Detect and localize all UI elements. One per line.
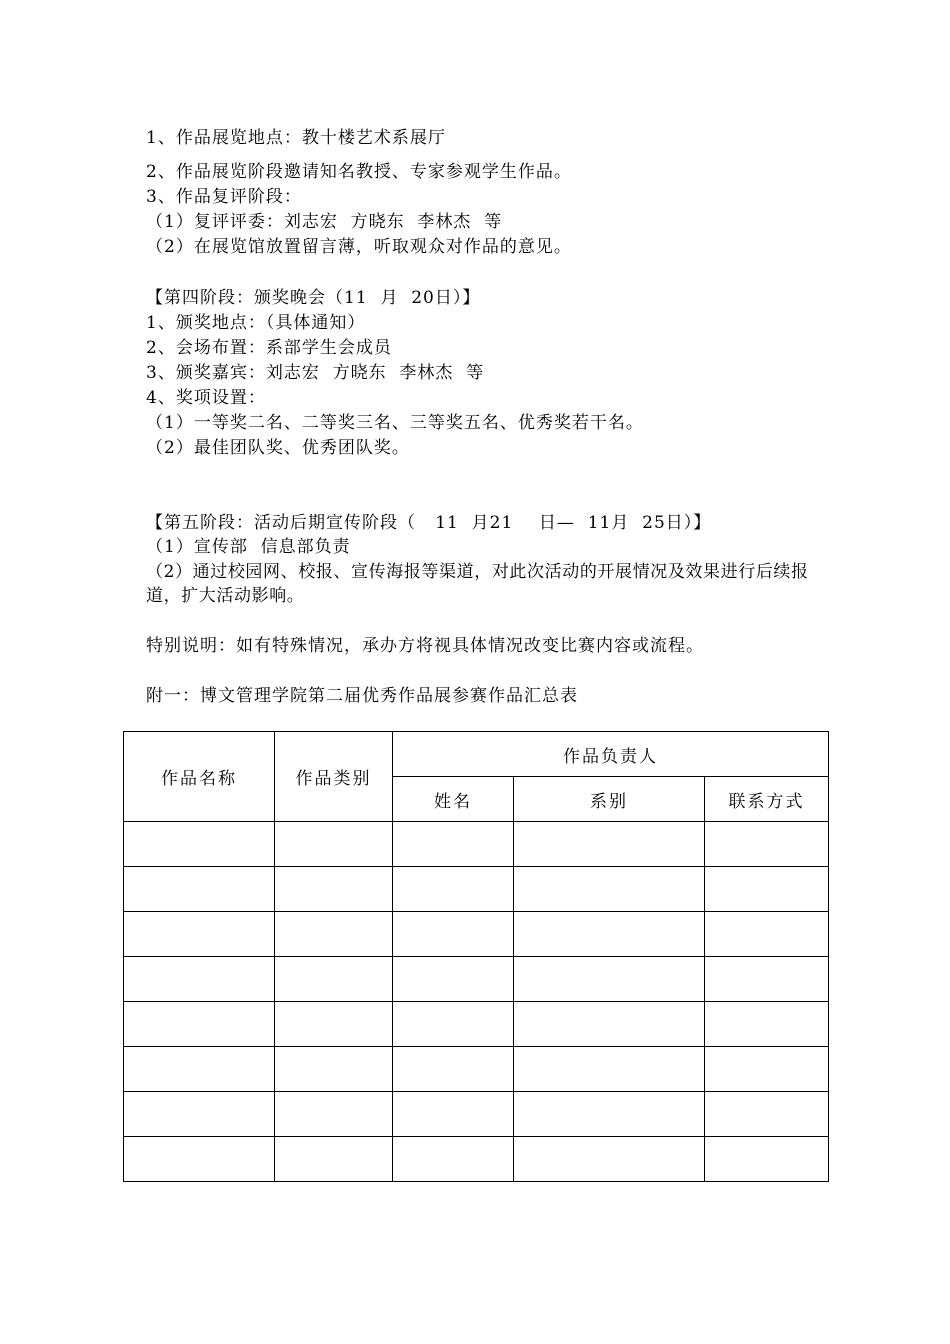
table-cell (393, 822, 514, 867)
table-cell (275, 912, 393, 957)
table-cell (124, 1047, 275, 1092)
venue-setup-line: 2、会场布置：系部学生会成员 (146, 338, 392, 358)
table-cell (124, 1137, 275, 1182)
table-cell (514, 867, 705, 912)
table-cell (705, 822, 829, 867)
table-cell (393, 1092, 514, 1137)
table-cell (124, 912, 275, 957)
table-row (124, 957, 829, 1002)
table-cell (124, 1092, 275, 1137)
header-name: 姓名 (393, 777, 514, 822)
review-stage-line: 3、作品复评阶段： (146, 187, 302, 207)
table-cell (275, 1137, 393, 1182)
table-row (124, 1047, 829, 1092)
award-location-line: 1、颁奖地点：（具体通知） (146, 313, 366, 333)
table-cell (705, 1002, 829, 1047)
table-cell (705, 912, 829, 957)
stage-four-heading: 【第四阶段：颁奖晚会（11 月 20日）】 (146, 288, 481, 308)
table-cell (514, 1002, 705, 1047)
table-cell (514, 1137, 705, 1182)
table-cell (393, 1047, 514, 1092)
table-body (124, 822, 829, 1182)
publicity-dept-line: （1）宣传部 信息部负责 (146, 537, 351, 557)
table-cell (393, 1137, 514, 1182)
header-dept: 系别 (514, 777, 705, 822)
table-cell (514, 1092, 705, 1137)
table-cell (705, 1137, 829, 1182)
table-cell (514, 912, 705, 957)
table-cell (124, 1002, 275, 1047)
table-cell (275, 1047, 393, 1092)
table-cell (705, 1092, 829, 1137)
table-row (124, 822, 829, 867)
table-cell (393, 867, 514, 912)
table-cell (124, 957, 275, 1002)
award-guests-line: 3、颁奖嘉宾：刘志宏 方晓东 李林杰 等 (146, 363, 485, 383)
table-cell (124, 867, 275, 912)
table-cell (393, 1002, 514, 1047)
entry-summary-table (123, 731, 829, 1182)
header-work-name: 作品名称 (124, 732, 275, 822)
table-header-row (124, 732, 829, 777)
team-awards-line: （2）最佳团队奖、优秀团队奖。 (146, 438, 410, 458)
table-cell (705, 957, 829, 1002)
exhibit-invite-line: 2、作品展览阶段邀请知名教授、专家参观学生作品。 (146, 162, 572, 182)
table-row (124, 1092, 829, 1137)
table-cell (275, 1002, 393, 1047)
award-tiers-line: （1）一等奖二名、二等奖三名、三等奖五名、优秀奖若干名。 (146, 413, 644, 433)
table-cell (393, 912, 514, 957)
table-cell (514, 822, 705, 867)
table-cell (275, 822, 393, 867)
stage-five-heading: 【第五阶段：活动后期宣传阶段（ 11 月21 日— 11月 25日）】 (146, 513, 712, 533)
table-cell (275, 957, 393, 1002)
table-cell (514, 1047, 705, 1092)
review-judges-line: （1）复评评委：刘志宏 方晓东 李林杰 等 (146, 212, 503, 232)
table-row (124, 1002, 829, 1047)
guestbook-line: （2）在展览馆放置留言薄，听取观众对作品的意见。 (146, 237, 572, 257)
table-cell (514, 957, 705, 1002)
table-cell (275, 867, 393, 912)
table-row (124, 1137, 829, 1182)
award-settings-line: 4、奖项设置： (146, 388, 266, 408)
table-row (124, 867, 829, 912)
exhibit-location-line: 1、作品展览地点：教十楼艺术系展厅 (146, 128, 446, 148)
table-cell (393, 957, 514, 1002)
table-cell (275, 1092, 393, 1137)
header-work-type: 作品类别 (275, 732, 393, 822)
table-row (124, 912, 829, 957)
table-cell (124, 822, 275, 867)
appendix-title: 附一：博文管理学院第二届优秀作品展参赛作品汇总表 (146, 686, 578, 706)
special-note-line: 特别说明：如有特殊情况，承办方将视具体情况改变比赛内容或流程。 (146, 636, 704, 656)
table-cell (705, 1047, 829, 1092)
header-contact: 联系方式 (705, 777, 829, 822)
publicity-channels-paragraph: （2）通过校园网、校报、宣传海报等渠道，对此次活动的开展情况及效果进行后续报道，扩大活动影响。 (146, 562, 809, 606)
table-cell (705, 867, 829, 912)
header-owner-group: 作品负责人 (393, 732, 829, 777)
